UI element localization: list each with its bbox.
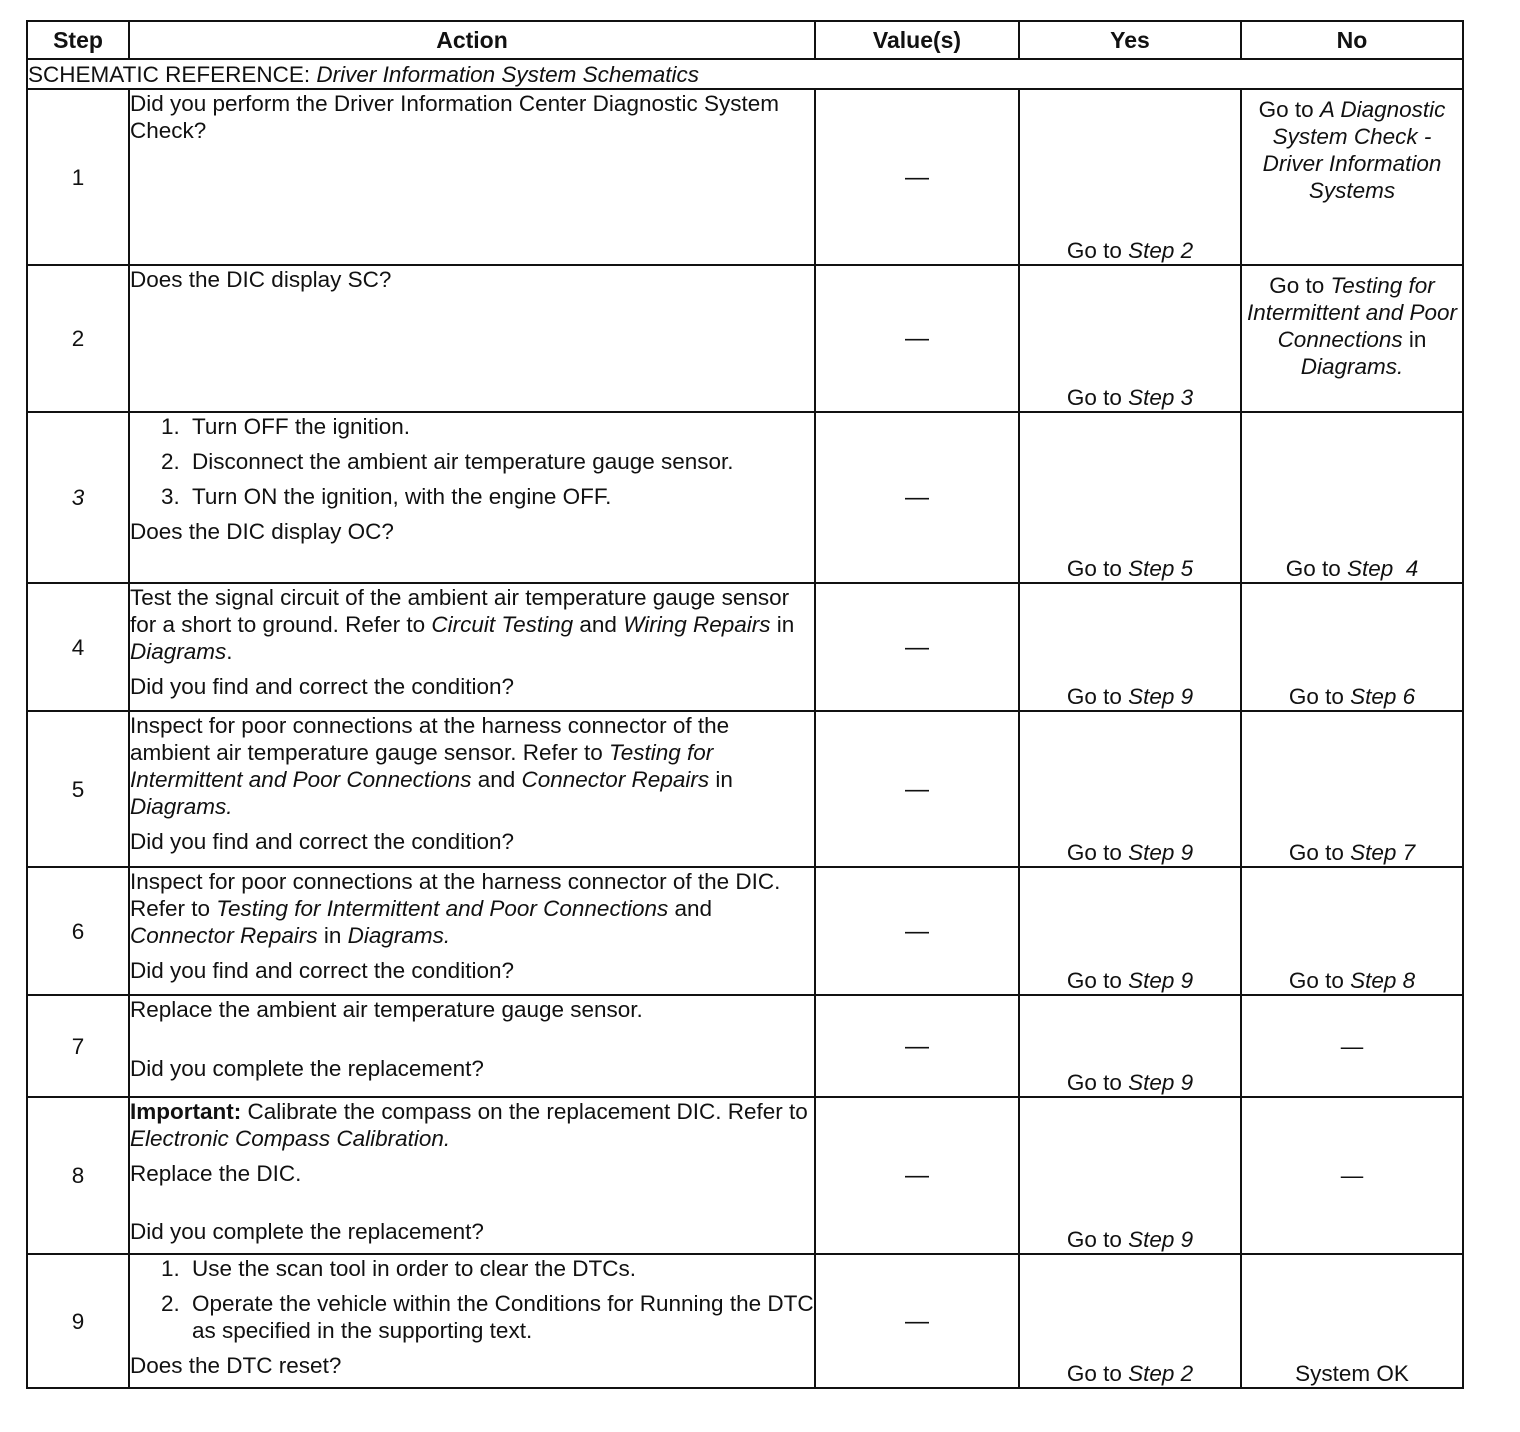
compass-calibration-link: Electronic Compass Calibration. <box>130 1126 451 1151</box>
yes-step-link: Step 9 <box>1128 968 1194 993</box>
go-to-text: Go to <box>1269 273 1331 298</box>
action-steps-list <box>130 413 814 510</box>
action-question: Did you find and correct the condition? <box>130 829 514 854</box>
yes-step-link: Step 2 <box>1128 238 1194 263</box>
action-cell <box>129 711 815 867</box>
action-question: Does the DTC reset? <box>130 1353 342 1378</box>
step-number: 8 <box>27 1097 129 1254</box>
yes-step-link: Step 3 <box>1128 385 1194 410</box>
yes-step-link: Step 9 <box>1128 1070 1194 1095</box>
no-cell <box>1241 711 1463 867</box>
yes-step-link: Step 9 <box>1128 1227 1194 1252</box>
action-text-part: and <box>668 896 713 921</box>
go-to-text: Go to <box>1066 1227 1129 1252</box>
header-action: Action <box>129 21 815 59</box>
list-item: 1. Turn OFF the ignition. <box>186 413 814 440</box>
action-question: Did you find and correct the condition? <box>130 674 514 699</box>
table-row <box>27 867 1463 995</box>
value-cell: — <box>815 867 1019 995</box>
diagrams-link: Diagrams. <box>130 794 233 819</box>
step-number: 4 <box>27 583 129 711</box>
action-text-part: Inspect for poor connections at the harness connector of the ambient air temperature gauge sensor. Refer to <box>130 713 730 765</box>
action-question: Did you complete the replacement? <box>130 1219 484 1244</box>
action-text <box>130 584 814 665</box>
action-question: Did you complete the replacement? <box>130 1056 484 1081</box>
schematic-reference-label: SCHEMATIC REFERENCE: <box>28 61 317 87</box>
action-text-part: . <box>226 639 233 664</box>
table-row <box>27 89 1463 265</box>
go-to-text: Go to <box>1066 1070 1129 1095</box>
value-cell: — <box>815 412 1019 583</box>
go-to-text: Go to <box>1288 684 1351 709</box>
table-row <box>27 412 1463 583</box>
step-number: 6 <box>27 867 129 995</box>
go-to-text: Go to <box>1066 238 1129 263</box>
action-text: Replace the DIC. <box>130 1161 302 1186</box>
action-question: Did you find and correct the condition? <box>130 958 514 983</box>
list-item: 2. Operate the vehicle within the Conditions for Running the DTC as specified in the supporting text. <box>186 1290 814 1344</box>
connector-repairs-link: Connector Repairs <box>130 923 318 948</box>
schematic-reference-row <box>27 59 1463 89</box>
action-text <box>130 868 814 949</box>
action-text-part: Inspect for poor connections at the harness connector of the DIC. Refer to <box>130 869 781 921</box>
action-text-part: Test the signal circuit of the ambient air temperature gauge sensor for a short to ground. Refer to <box>130 585 790 637</box>
action-text-part: in <box>317 923 348 948</box>
no-cell: — <box>1241 1097 1463 1254</box>
action-text-part: and <box>573 612 624 637</box>
table-row <box>27 1254 1463 1388</box>
step-number: 5 <box>27 711 129 867</box>
header-values: Value(s) <box>815 21 1019 59</box>
go-to-text: Go to <box>1066 840 1129 865</box>
no-cell <box>1241 412 1463 583</box>
yes-cell <box>1019 995 1241 1097</box>
go-to-text: Go to <box>1288 968 1351 993</box>
list-item: 1. Use the scan tool in order to clear the DTCs. <box>186 1255 814 1282</box>
action-cell <box>129 867 815 995</box>
yes-step-link: Step 9 <box>1128 684 1194 709</box>
table-row <box>27 583 1463 711</box>
go-to-text: Go to <box>1066 1361 1129 1386</box>
step-number: 2 <box>27 265 129 412</box>
yes-step-link: Step 5 <box>1128 556 1194 581</box>
value-cell: — <box>815 1097 1019 1254</box>
action-cell <box>129 995 815 1097</box>
step-number: 9 <box>27 1254 129 1388</box>
yes-cell <box>1019 265 1241 412</box>
action-text-part: in <box>770 612 795 637</box>
header-step: Step <box>27 21 129 59</box>
yes-cell <box>1019 1254 1241 1388</box>
yes-cell <box>1019 583 1241 711</box>
action-steps-list <box>130 1255 814 1344</box>
step-number: 3 <box>27 412 129 583</box>
no-step-link: Step 8 <box>1350 968 1416 993</box>
no-cell <box>1241 265 1463 412</box>
important-note <box>130 1098 814 1152</box>
value-cell: — <box>815 1254 1019 1388</box>
action-text: Did you perform the Driver Information Center Diagnostic System Check? <box>130 91 779 143</box>
no-diagrams-link: Diagrams. <box>1300 354 1404 379</box>
action-cell <box>129 1254 815 1388</box>
no-step-link: Step 7 <box>1350 840 1416 865</box>
step-number: 1 <box>27 89 129 265</box>
go-to-text: Go to <box>1066 684 1129 709</box>
go-to-text: Go to <box>1288 840 1351 865</box>
value-cell: — <box>815 89 1019 265</box>
table-row <box>27 265 1463 412</box>
no-cell <box>1241 89 1463 265</box>
diagrams-link: Diagrams <box>130 639 227 664</box>
no-cell <box>1241 583 1463 711</box>
yes-cell <box>1019 412 1241 583</box>
no-cell: — <box>1241 995 1463 1097</box>
diagrams-link: Diagrams. <box>347 923 451 948</box>
yes-cell <box>1019 711 1241 867</box>
schematic-reference <box>27 59 1463 89</box>
action-text-part: in <box>709 767 733 792</box>
action-text: Replace the ambient air temperature gauge sensor. <box>130 997 643 1022</box>
action-cell <box>129 583 815 711</box>
action-cell <box>129 89 815 265</box>
value-cell: — <box>815 995 1019 1097</box>
table-row <box>27 711 1463 867</box>
header-no: No <box>1241 21 1463 59</box>
no-step-link: Step 4 <box>1346 556 1419 581</box>
yes-cell <box>1019 89 1241 265</box>
value-cell: — <box>815 583 1019 711</box>
no-step-link: Step 6 <box>1350 684 1416 709</box>
yes-cell <box>1019 1097 1241 1254</box>
circuit-testing-link: Circuit Testing <box>431 612 574 637</box>
list-item: 2. Disconnect the ambient air temperature gauge sensor. <box>186 448 814 475</box>
yes-step-link: Step 9 <box>1128 840 1194 865</box>
action-text-part: and <box>471 767 522 792</box>
value-cell: — <box>815 265 1019 412</box>
important-label: Important: <box>130 1099 242 1124</box>
yes-cell <box>1019 867 1241 995</box>
testing-intermittent-link: Testing for Intermittent and Poor Connections <box>130 740 714 792</box>
yes-step-link: Step 2 <box>1128 1361 1194 1386</box>
step-number: 7 <box>27 995 129 1097</box>
go-to-text: Go to <box>1066 556 1129 581</box>
value-cell: — <box>815 711 1019 867</box>
table-row <box>27 995 1463 1097</box>
no-cell: System OK <box>1241 1254 1463 1388</box>
go-to-text: Go to <box>1285 556 1347 581</box>
action-question: Does the DIC display OC? <box>130 519 394 544</box>
header-row <box>27 21 1463 59</box>
action-text: Does the DIC display SC? <box>130 267 392 292</box>
no-mid-text: in <box>1402 327 1427 352</box>
no-cell <box>1241 867 1463 995</box>
action-cell <box>129 412 815 583</box>
no-step-link: Testing for Intermittent and Poor Connections <box>1246 273 1458 352</box>
no-step-link: A Diagnostic System Check - Driver Information Systems <box>1262 97 1446 203</box>
action-text <box>130 712 814 820</box>
action-cell <box>129 1097 815 1254</box>
wiring-repairs-link: Wiring Repairs <box>623 612 771 637</box>
testing-intermittent-link: Testing for Intermittent and Poor Connections <box>216 896 669 921</box>
diagnostic-table <box>26 20 1464 1389</box>
action-cell <box>129 265 815 412</box>
go-to-text: Go to <box>1258 97 1320 122</box>
schematic-reference-link: Driver Information System Schematics <box>316 61 699 87</box>
important-text: Calibrate the compass on the replacement DIC. Refer to <box>241 1099 808 1124</box>
table-row <box>27 1097 1463 1254</box>
list-item: 3. Turn ON the ignition, with the engine OFF. <box>186 483 814 510</box>
go-to-text: Go to <box>1066 968 1129 993</box>
connector-repairs-link: Connector Repairs <box>521 767 710 792</box>
header-yes: Yes <box>1019 21 1241 59</box>
go-to-text: Go to <box>1066 385 1129 410</box>
